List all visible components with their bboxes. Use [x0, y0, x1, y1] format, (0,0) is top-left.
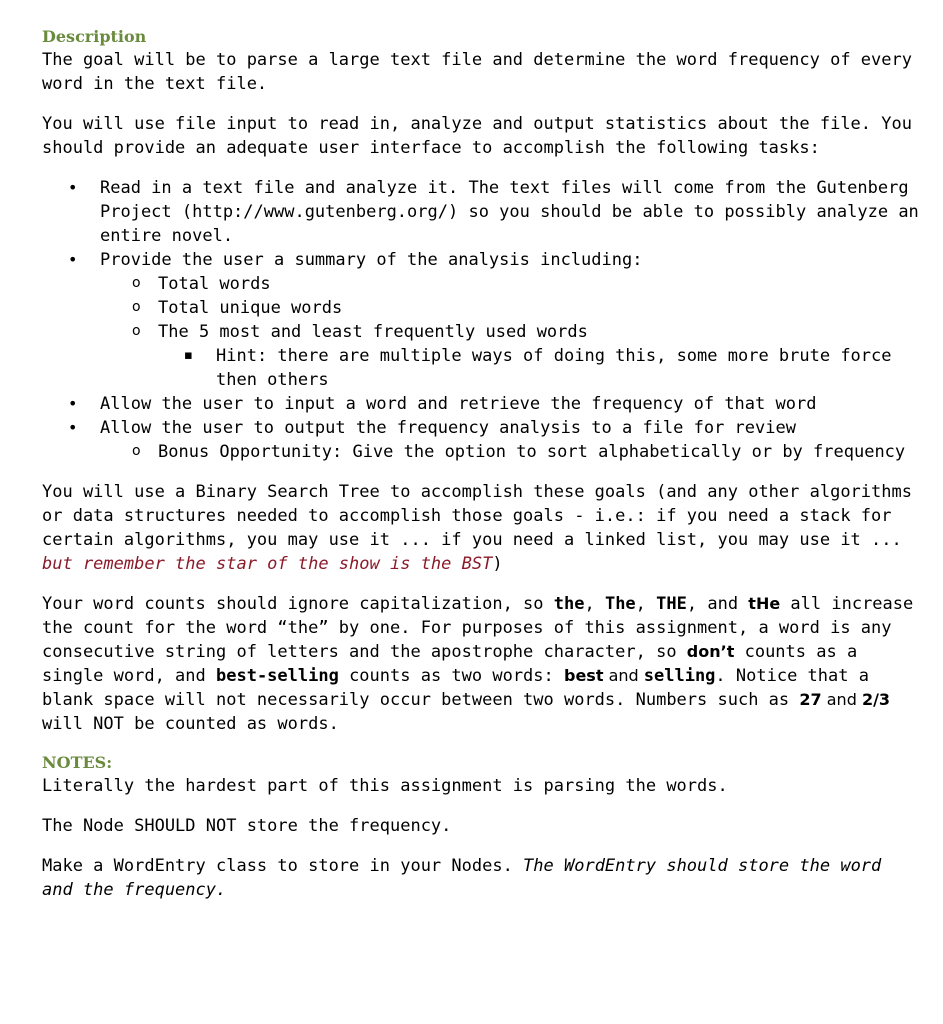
rules-text-7: and — [821, 690, 862, 709]
note-wordentry-text: Make a WordEntry class to store in your Nodes. — [42, 856, 524, 876]
rules-text-1: Your word counts should ignore capitalization, so — [42, 594, 554, 614]
output-sublist — [100, 440, 922, 464]
rules-text-5: and — [603, 666, 644, 685]
hint-sublist — [158, 344, 922, 392]
summary-most-least-text: The 5 most and least frequently used words — [158, 322, 588, 342]
task-output-file-text: Allow the user to output the frequency analysis to a file for review — [100, 418, 796, 438]
example-dont: don’t — [686, 642, 735, 661]
file-input-paragraph: You will use file input to read in, analyze and output statistics about the file. You should provide an adequate user interface to accomplish the following tasks: — [42, 114, 912, 158]
description-heading: Description — [42, 27, 147, 46]
task-lookup-word — [42, 392, 922, 416]
example-best: best — [564, 666, 604, 685]
notes-heading: NOTES: — [42, 753, 113, 772]
assignment-document — [42, 26, 922, 902]
summary-most-least — [100, 320, 922, 392]
example-number-2-3: 2/3 — [861, 690, 891, 709]
task-lookup-word-text: Allow the user to input a word and retrieve the frequency of that word — [100, 394, 817, 414]
rules-text-6: . Notice that a blank space will not necessarily occur between two words. Numbers such as — [42, 666, 869, 710]
rules-text-3: counts as a single word, and — [42, 642, 858, 686]
summary-sublist — [100, 272, 922, 392]
example-number-27: 27 — [799, 690, 822, 709]
example-selling: selling — [643, 666, 716, 686]
hint-item: ▪ Hint: there are multiple ways of doing this, some more brute force then others — [158, 344, 922, 392]
note-wordentry — [42, 854, 922, 902]
bst-emphasis: but remember the star of the show is the BST — [42, 554, 493, 574]
rules-text-8: will NOT be counted as words. — [42, 714, 339, 734]
example-the-title: The — [604, 594, 636, 614]
rules-comma-1: , — [584, 594, 605, 614]
rules-comma-2: , — [635, 594, 657, 614]
task-summary — [42, 248, 922, 392]
example-best-selling: best-selling — [216, 666, 339, 686]
task-list — [42, 176, 922, 464]
summary-total-words: o Total words — [100, 272, 922, 296]
intro-paragraph: The goal will be to parse a large text file and determine the word frequency of every word in the text file. — [42, 50, 912, 94]
note-node: The Node SHOULD NOT store the frequency. — [42, 816, 452, 836]
example-the-lower: the — [553, 594, 585, 614]
note-wordentry-italic: The WordEntry should store the word and the frequency. — [42, 856, 882, 900]
rules-text-2: all increase the count for the word “the” by one. For purposes of this assignment, a word is any consecutive string of letters and the apostrophe character, so — [42, 594, 914, 662]
bst-close-paren: ) — [492, 554, 503, 574]
example-the-upper: THE — [656, 594, 687, 614]
bonus-item: o Bonus Opportunity: Give the option to sort alphabetically or by frequency — [100, 440, 922, 464]
rules-comma-3: , and — [686, 594, 749, 614]
note-parsing: Literally the hardest part of this assignment is parsing the words. — [42, 776, 728, 796]
task-read-file-text: Read in a text file and analyze it. The text files will come from the Gutenberg Project (http://www.gutenberg.org/) so you should be able to possibly analyze an entire novel. — [100, 178, 919, 246]
rules-text-4: counts as two words: — [338, 666, 564, 686]
bst-text: You will use a Binary Search Tree to accomplish these goals (and any other algorithms or data structures needed to accomplish those goals - i.e.: if you need a stack for certain algorithms, you may use it ... if you need a linked list, you may use it ... — [42, 482, 912, 550]
example-the-mixed: tHe — [748, 594, 781, 613]
word-rules-paragraph — [42, 592, 922, 736]
bst-paragraph — [42, 480, 922, 576]
task-output-file — [42, 416, 922, 464]
summary-unique-words: o Total unique words — [100, 296, 922, 320]
task-read-file — [42, 176, 922, 248]
task-summary-text: Provide the user a summary of the analysis including: — [100, 250, 643, 270]
